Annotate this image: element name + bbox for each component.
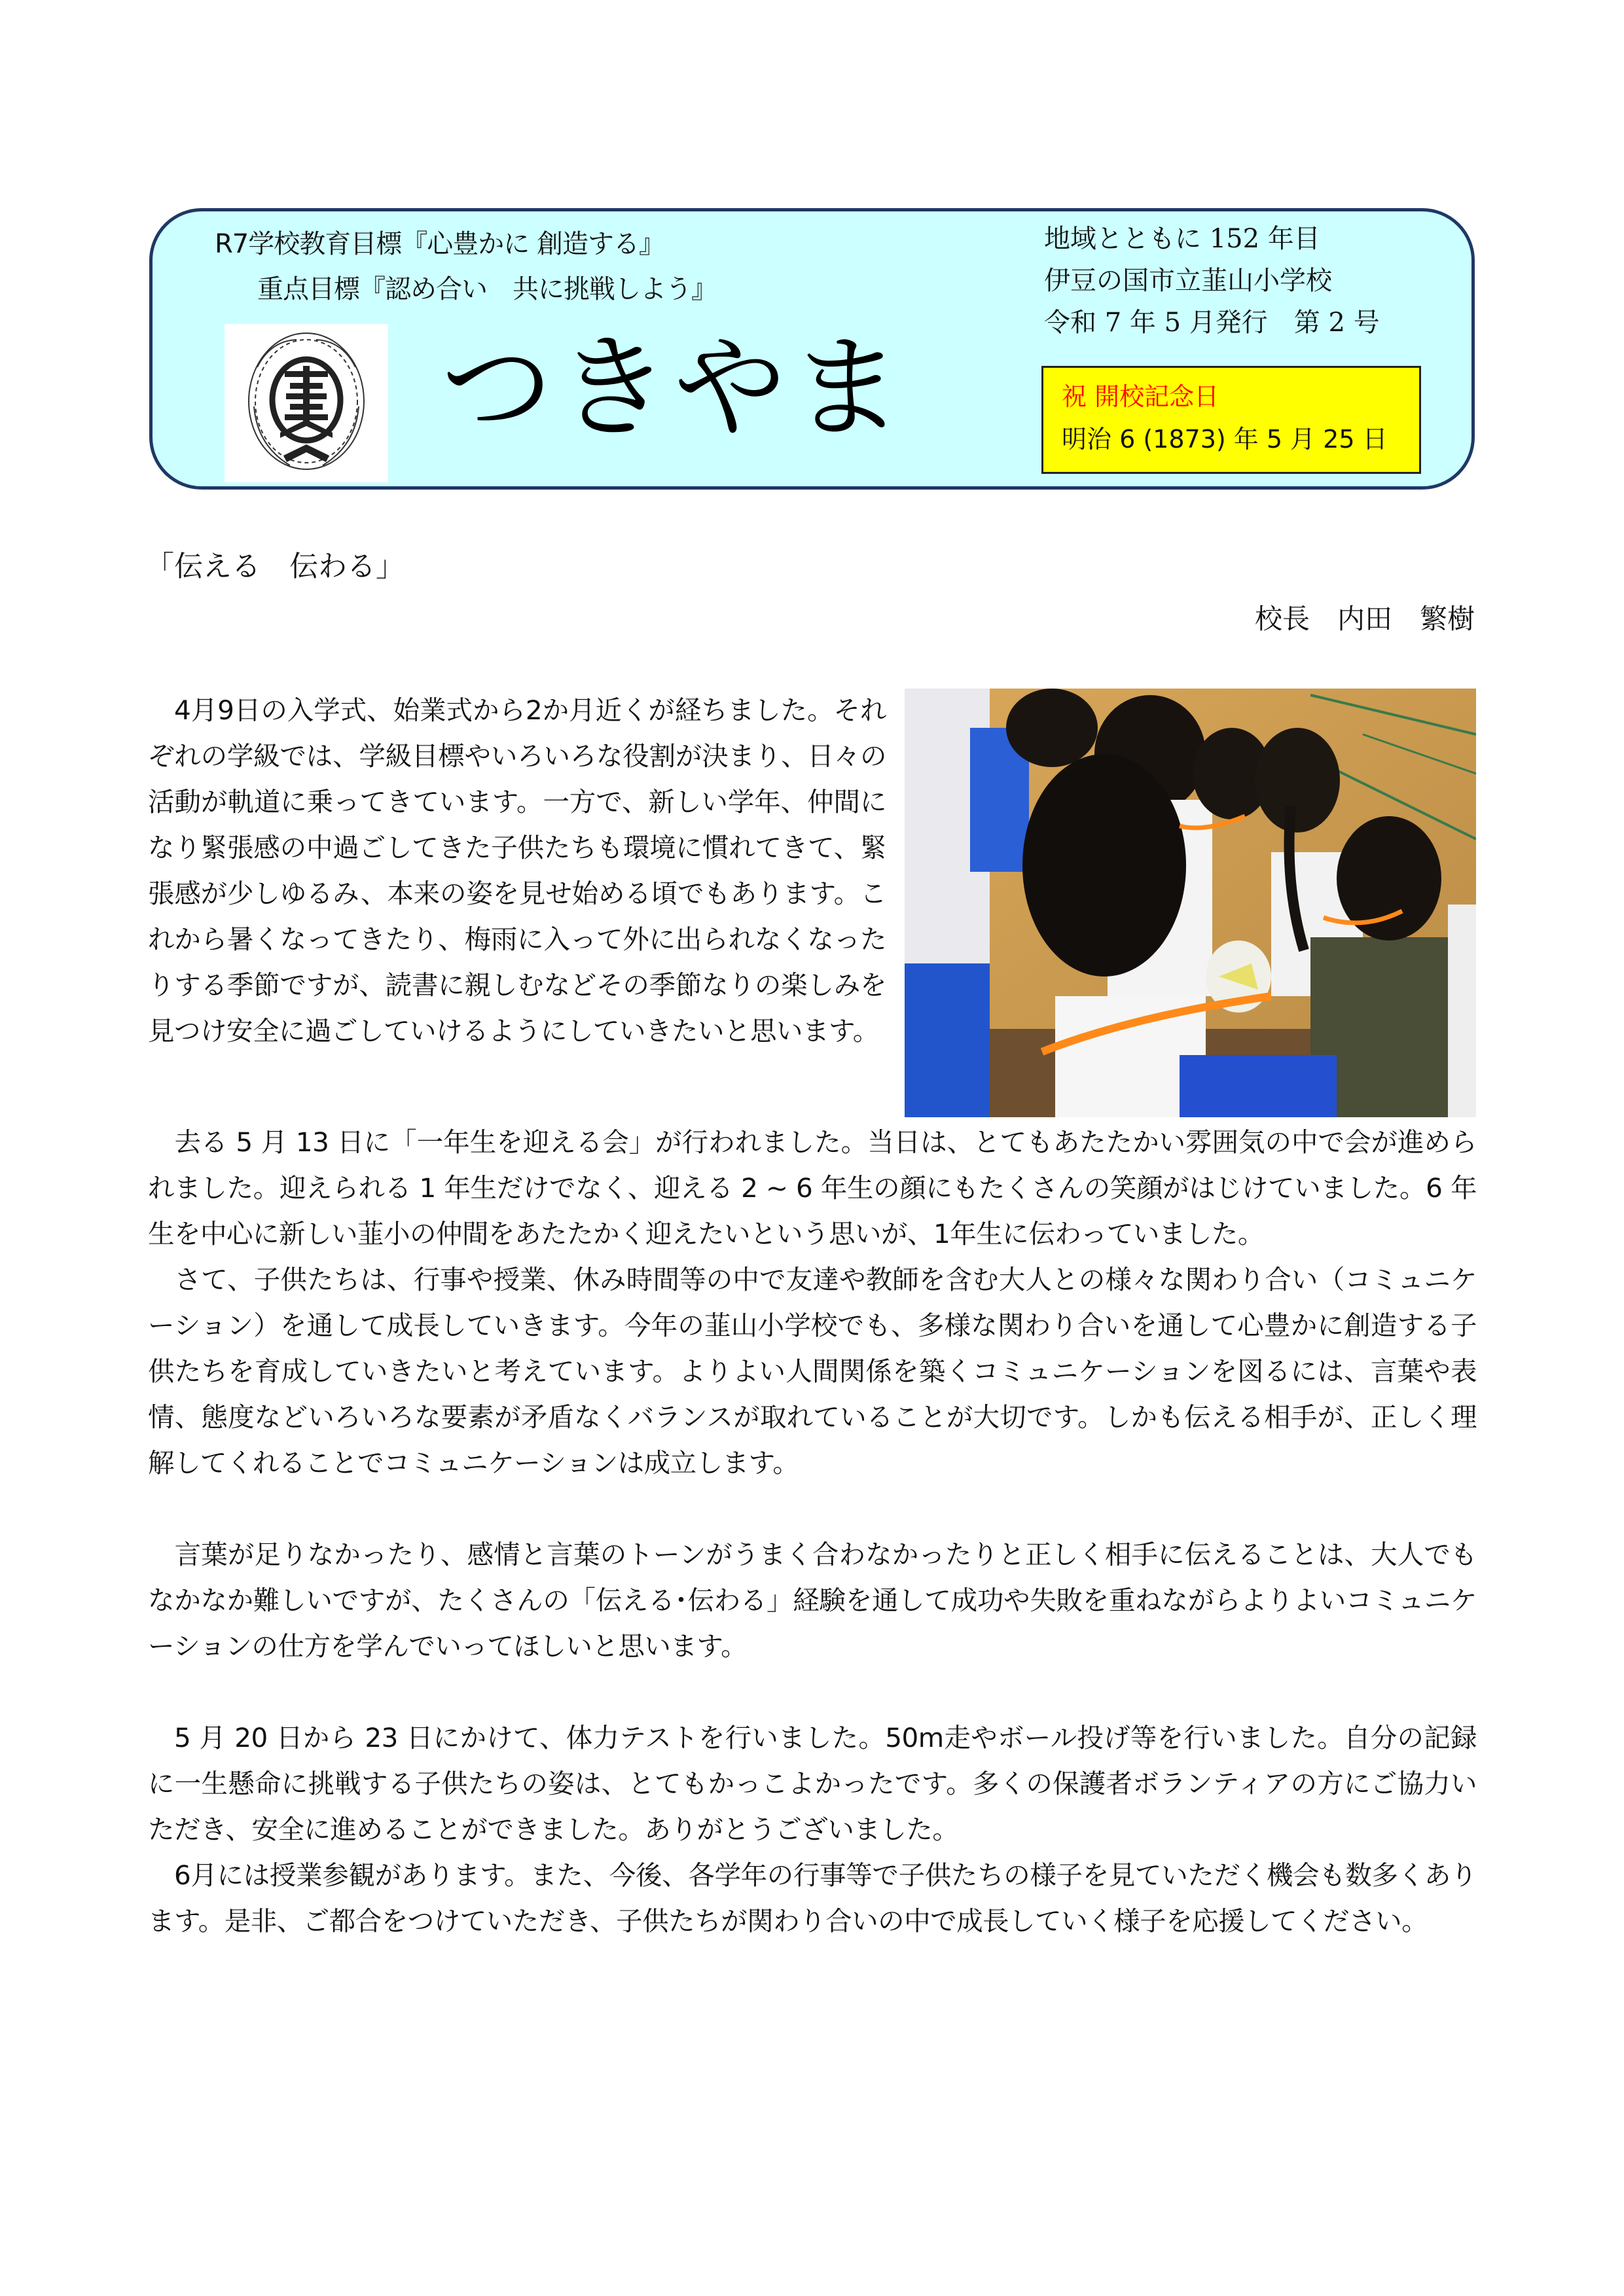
school-education-goal: R7学校教育目標『心豊かに 創造する』 xyxy=(215,229,664,259)
article-byline: 校長 内田 繁樹 xyxy=(1254,603,1475,635)
paragraph-text: 5 月 20 日から 23 日にかけて、体力テストを行いました。50m走やボール投げ等を行いました。自分の記録に一生懸命に挑戦する子供たちの姿は、とてもかっこよかったです。多くの保護者ボランティアの方にご協力いただき、安全に進めることができました。ありがとうございました。 xyxy=(148,1722,1477,1845)
anniversary-box xyxy=(1041,366,1421,474)
article-photo xyxy=(905,689,1476,1117)
paragraph-text: 4月9日の入学式、始業式から2か月近くが経ちました。それぞれの学級では、学級目標やいろいろな役割が決まり、日々の活動が軌道に乗ってきています。一方で、新しい学年、仲間になり緊張感の中過ごしてきた子供たちも環境に慣れてきて、緊張感が少しゆるみ、本来の姿を見せ始める頃でもあります。これから暑くなってきたり、梅雨に入って外に出られなくなったりする季節ですが、読書に親しむなどその季節なりの楽しみを見つけ安全に過ごしていけるようにしていきたいと思います。 xyxy=(148,694,886,1047)
years-with-community: 地域とともに 152 年目 xyxy=(1044,224,1320,254)
anniversary-title: 祝 開校記念日 xyxy=(1062,382,1219,411)
paragraph-welcome-event xyxy=(148,1119,1477,1257)
paragraph-text: 去る 5 月 13 日に「一年生を迎える会」が行われました。当日は、とてもあたたかい雰囲気の中で会が進められました。迎えられる 1 年生だけでなく、迎える 2 ~ 6 年生の顔にもたくさんの笑顔がはじけていました。6 年生を中心に新しい韮小の仲間をあたたかく迎えたいという思いが、1年生に伝わっていました。 xyxy=(148,1126,1477,1249)
paragraph-communication xyxy=(148,1257,1477,1486)
paragraph-fitness-test xyxy=(148,1715,1477,1852)
priority-goal: 重点目標『認め合い 共に挑戦しよう』 xyxy=(257,274,717,304)
paragraph-open-class xyxy=(148,1852,1477,1944)
article-title: 「伝える 伝わる」 xyxy=(145,550,405,583)
newsletter-title: つきやま xyxy=(441,322,907,454)
school-emblem-icon xyxy=(244,328,369,478)
paragraph-text: 言葉が足りなかったり、感情と言葉のトーンがうまく合わなかったりと正しく相手に伝えることは、大人でもなかなか難しいですが、たくさんの「伝える･伝わる」経験を通して成功や失敗を重ねながらよりよいコミュニケーションの仕方を学んでいってほしいと思います。 xyxy=(148,1539,1477,1662)
issue-info: 令和 7 年 5 月発行 第 2 号 xyxy=(1044,308,1380,338)
school-name: 伊豆の国市立韮山小学校 xyxy=(1044,266,1332,296)
newsletter-header xyxy=(149,208,1475,490)
anniversary-date: 明治 6 (1873) 年 5 月 25 日 xyxy=(1062,425,1388,454)
paragraph-text: 6月には授業参観があります。また、今後、各学年の行事等で子供たちの様子を見ていただく機会も数多くあります。是非、ご都合をつけていただき、子供たちが関わり合いの中で成長していく様子を応援してください。 xyxy=(148,1859,1477,1937)
paragraph-learning xyxy=(148,1532,1477,1669)
paragraph-text: さて、子供たちは、行事や授業、休み時間等の中で友達や教師を含む大人との様々な関わり合い（コミュニケーション）を通して成長していきます。今年の韮山小学校でも、多様な関わり合いを通して心豊かに創造する子供たちを育成していきたいと考えています。よりよい人間関係を築くコミュニケーションを図るには、言葉や表情、態度などいろいろな要素が矛盾なくバランスが取れていることが大切です。しかも伝える相手が、正しく理解してくれることでコミュニケーションは成立します。 xyxy=(148,1264,1477,1479)
children-photo-image xyxy=(905,689,1476,1117)
paragraph-entrance xyxy=(148,687,886,1054)
school-emblem-logo xyxy=(225,324,388,482)
